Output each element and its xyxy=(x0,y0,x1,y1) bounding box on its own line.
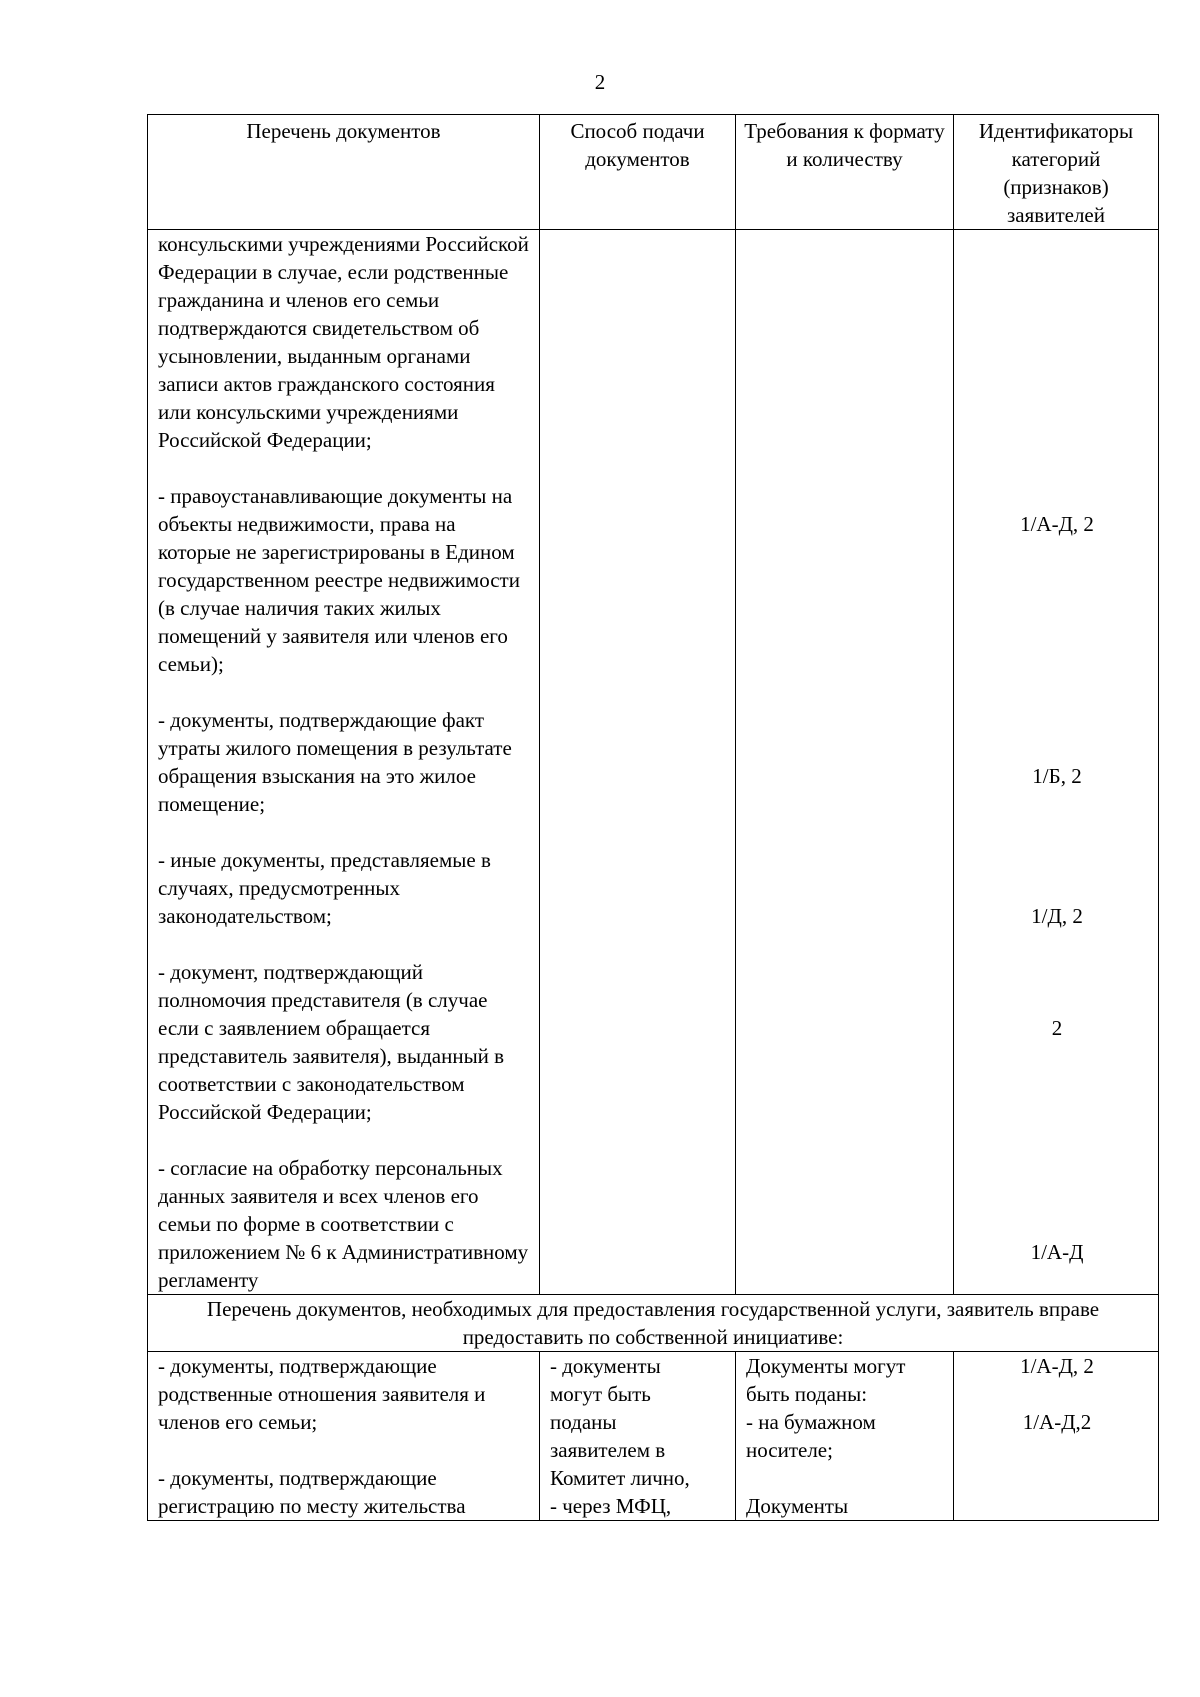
format-line: носителе; xyxy=(746,1438,833,1462)
header-applicant-identifiers: Идентификаторы категорий (признаков) заявителей xyxy=(954,115,1159,230)
table-row xyxy=(148,230,1159,1295)
document-item: - документы, подтверждающие родственные отношения заявителя и членов его семьи; xyxy=(158,1354,486,1434)
method-line: могут быть xyxy=(550,1382,651,1406)
format-line: Документы xyxy=(746,1494,849,1518)
method-line: - документы xyxy=(550,1354,661,1378)
documents-cell xyxy=(148,230,540,1295)
identifier-value: 1/Б, 2 xyxy=(1032,764,1082,788)
method-line: Комитет лично, xyxy=(550,1466,690,1490)
identifiers-cell xyxy=(954,1352,1159,1521)
identifier-value: 1/А-Д,2 xyxy=(1022,1410,1092,1434)
page-number: 2 xyxy=(594,70,606,94)
identifier-value: 2 xyxy=(1051,1016,1063,1040)
section-title: Перечень документов, необходимых для предоставления государственной услуги, заявитель вправе предоставить по собственной инициативе: xyxy=(148,1295,1159,1352)
format-line: быть поданы: xyxy=(746,1382,868,1406)
method-line: поданы xyxy=(550,1410,617,1434)
format-line: Документы могут xyxy=(746,1354,906,1378)
method-line: - через МФЦ, xyxy=(550,1494,672,1518)
format-requirements-cell xyxy=(736,1352,954,1521)
method-line: заявителем в xyxy=(550,1438,666,1462)
format-requirements-cell xyxy=(736,230,954,1295)
section-row xyxy=(148,1295,1159,1352)
document-item: - документы, подтверждающие факт утраты жилого помещения в результате обращения взыскания на это жилое помещение; xyxy=(158,708,512,816)
table-row xyxy=(148,1352,1159,1521)
document-item: - правоустанавливающие документы на объекты недвижимости, права на которые не зарегистрированы в Едином государственном реестре недвижимости (в случае наличия таких жилых помещений у заявителя или членов его семьи); xyxy=(158,484,520,676)
submission-method-cell xyxy=(540,1352,736,1521)
documents-table xyxy=(147,114,1159,1521)
document-item: - документы, подтверждающие регистрацию по месту жительства xyxy=(158,1466,466,1518)
identifier-value: 1/А-Д xyxy=(1030,1240,1084,1264)
header-format-requirements: Требования к формату и количеству xyxy=(736,115,954,230)
document-item: консульскими учреждениями Российской Федерации в случае, если родственные гражданина и членов его семьи подтверждаются свидетельством об усыновлении, выданным органами записи актов гражданского состояния или консульскими учреждениями Российской Федерации; xyxy=(158,232,529,452)
table-header-row xyxy=(148,115,1159,230)
document-item: - документ, подтверждающий полномочия представителя (в случае если с заявлением обращается представитель заявителя), выданный в соответствии с законодательством Российской Федерации; xyxy=(158,960,505,1124)
identifiers-cell xyxy=(954,230,1159,1295)
identifier-value: 1/Д, 2 xyxy=(1031,904,1083,928)
document-item: - согласие на обработку персональных данных заявителя и всех членов его семьи по форме в соответствии с приложением № 6 к Административному регламенту xyxy=(158,1156,529,1292)
identifier-value: 1/А-Д, 2 xyxy=(1020,512,1094,536)
format-line: - на бумажном xyxy=(746,1410,876,1434)
header-documents: Перечень документов xyxy=(148,115,540,230)
submission-method-cell xyxy=(540,230,736,1295)
header-submission-method: Способ подачи документов xyxy=(540,115,736,230)
document-item: - иные документы, представляемые в случаях, предусмотренных законодательством; xyxy=(158,848,491,928)
identifier-value: 1/А-Д, 2 xyxy=(1020,1354,1094,1378)
documents-cell xyxy=(148,1352,540,1521)
